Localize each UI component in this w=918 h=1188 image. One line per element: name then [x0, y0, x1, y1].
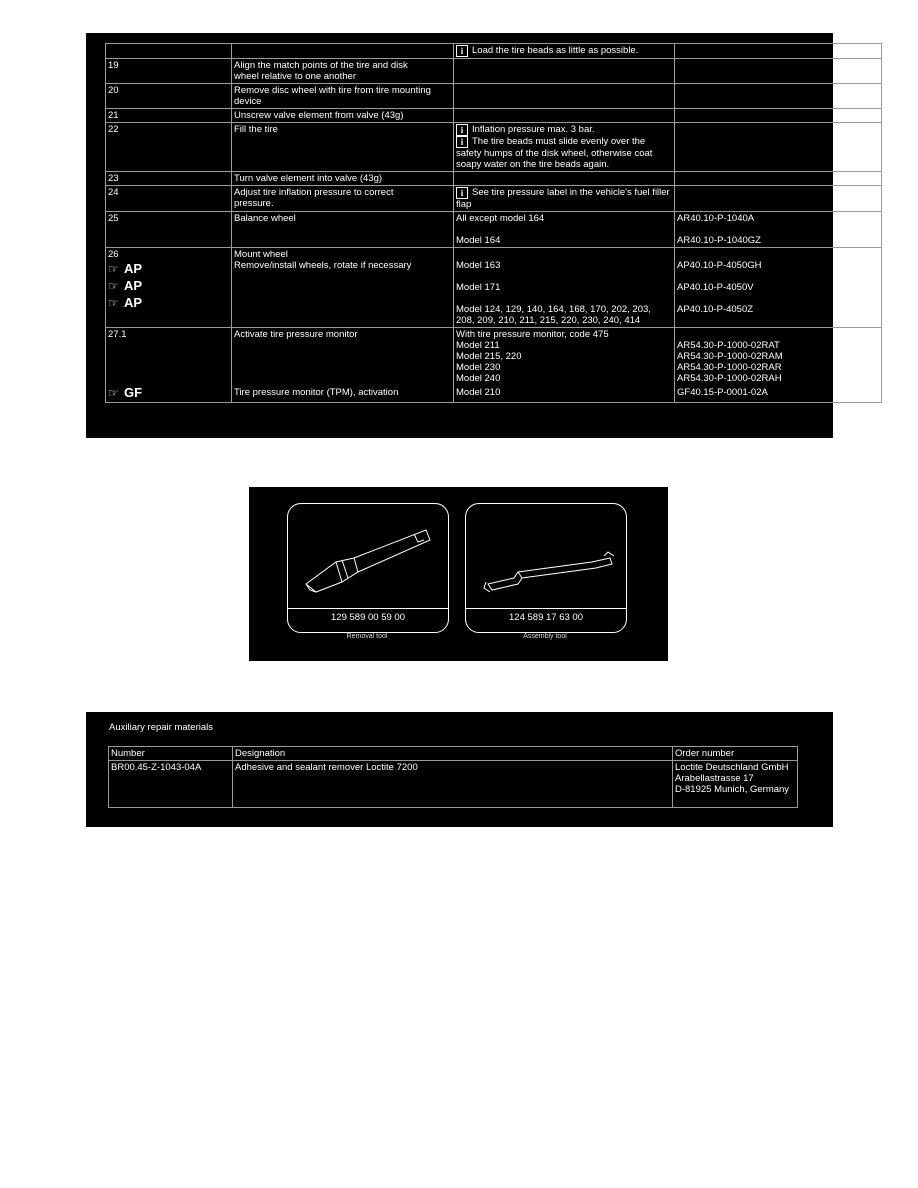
removal-tool-card [287, 503, 449, 633]
step-reference [675, 212, 882, 248]
table-row [106, 44, 882, 59]
pointing-hand-icon: ☞ [108, 262, 119, 276]
step-reference [675, 123, 882, 172]
section-title: Auxiliary repair materials [109, 722, 214, 733]
pointing-hand-icon: ☞ [108, 279, 119, 293]
reference-link[interactable]: AP40.10-P-4050GH [677, 260, 762, 271]
special-tools-panel [249, 487, 668, 661]
step-notes [454, 123, 675, 172]
step-reference [675, 172, 882, 186]
step-notes: Model 163 Model 171 Model 124, 129, 140, 164, 168, 170, 202, 203, 208, 209, 210, 211, 215, 220, 230, 240, 414 [454, 248, 675, 328]
step-notes: With tire pressure monitor, code 475 Model 211 Model 215, 220 Model 230 Model 240 Model 210 [454, 328, 675, 403]
assembly-tool-card [465, 503, 627, 633]
table-row [106, 59, 882, 84]
reference-link[interactable]: AR40.10-P-1040A [677, 213, 755, 224]
column-header: Number [109, 747, 233, 761]
info-icon: i [456, 45, 468, 57]
table-row [106, 109, 882, 123]
pointing-hand-icon: ☞ [108, 296, 119, 310]
column-header: Designation [233, 747, 673, 761]
step-number: 20 [106, 84, 232, 109]
step-notes: All except model 164 Model 164 [454, 212, 675, 248]
step-action: Align the match points of the tire and disk wheel relative to one another [232, 59, 454, 84]
step-action: Balance wheel [232, 212, 454, 248]
step-action: Turn valve element into valve (43g) [232, 172, 454, 186]
step-number: 27.1 ☞ GF [106, 328, 232, 403]
reference-link[interactable]: AR40.10-P-1040GZ [677, 235, 761, 246]
step-notes [454, 172, 675, 186]
note-text: The tire beads must slide evenly over the safety humps of the disk wheel, otherwise coat soapy water on the tire beads again. [456, 136, 653, 170]
column-header: Order number [673, 747, 798, 761]
table-row [106, 84, 882, 109]
tool-part-number: 124 589 17 63 00 [509, 612, 583, 623]
step-notes [454, 84, 675, 109]
ref-badge[interactable]: ☞ AP [108, 261, 143, 276]
card-divider [288, 608, 448, 609]
reference-link[interactable]: AP40.10-P-4050Z [677, 304, 754, 315]
step-number: 21 [106, 109, 232, 123]
step-reference [675, 59, 882, 84]
step-action: Activate tire pressure monitor Tire pressure monitor (TPM), activation [232, 328, 454, 403]
note-text: See tire pressure label in the vehicle's fuel filler flap [456, 187, 670, 210]
note-text: Inflation pressure max. 3 bar. [472, 124, 595, 135]
material-number: BR00.45-Z-1043-04A [109, 761, 233, 808]
step-notes [454, 44, 675, 59]
tool-part-number: 129 589 00 59 00 [331, 612, 405, 623]
info-icon: i [456, 124, 468, 136]
ref-badge[interactable]: ☞ AP [108, 278, 143, 293]
procedure-panel [86, 33, 833, 438]
step-action: Fill the tire [232, 123, 454, 172]
step-reference [675, 44, 882, 59]
step-action: Adjust tire inflation pressure to correct pressure. [232, 186, 454, 212]
step-action: Mount wheel Remove/install wheels, rotate if necessary [232, 248, 454, 328]
step-reference [675, 186, 882, 212]
step-reference [675, 328, 882, 403]
step-action: Unscrew valve element from valve (43g) [232, 109, 454, 123]
tool-caption: Removal tool [346, 633, 388, 640]
info-icon: i [456, 136, 468, 148]
step-action [232, 44, 454, 59]
reference-link[interactable]: AR54.30-P-1000-02RAM [677, 351, 783, 362]
reference-link[interactable]: AP40.10-P-4050V [677, 282, 754, 293]
table-header-row [109, 747, 798, 761]
procedure-table [105, 43, 882, 403]
step-notes [454, 186, 675, 212]
step-reference [675, 84, 882, 109]
table-row [109, 761, 798, 808]
ref-badge[interactable]: ☞ GF [108, 385, 143, 400]
step-number [106, 44, 232, 59]
info-icon: i [456, 187, 468, 199]
step-number: 19 [106, 59, 232, 84]
step-reference [675, 248, 882, 328]
card-divider [466, 608, 626, 609]
reference-link[interactable]: AR54.30-P-1000-02RAT [677, 340, 780, 351]
step-action: Remove disc wheel with tire from tire mounting device [232, 84, 454, 109]
table-row [106, 172, 882, 186]
reference-link[interactable]: AR54.30-P-1000-02RAR [677, 362, 782, 373]
reference-link[interactable]: AR54.30-P-1000-02RAH [677, 373, 782, 384]
table-row [106, 248, 882, 328]
auxiliary-materials-panel [86, 712, 833, 827]
step-number: 22 [106, 123, 232, 172]
step-number: 23 [106, 172, 232, 186]
step-number: 26 ☞ AP ☞ AP ☞ AP [106, 248, 232, 328]
step-reference [675, 109, 882, 123]
material-order-number: Loctite Deutschland GmbH Arabellastrasse 17 D-81925 Munich, Germany [673, 761, 798, 808]
step-notes [454, 59, 675, 84]
material-designation: Adhesive and sealant remover Loctite 7200 [233, 761, 673, 808]
auxiliary-materials-table [108, 746, 798, 808]
step-notes [454, 109, 675, 123]
table-row [106, 186, 882, 212]
step-number: 24 [106, 186, 232, 212]
step-number: 25 [106, 212, 232, 248]
reference-link[interactable]: GF40.15-P-0001-02A [677, 387, 768, 398]
table-row [106, 212, 882, 248]
table-row [106, 328, 882, 403]
assembly-tool-illustration [474, 512, 618, 604]
removal-tool-illustration [296, 512, 440, 604]
pointing-hand-icon: ☞ [108, 386, 119, 400]
tool-caption: Assembly tool [523, 633, 567, 640]
ref-badge[interactable]: ☞ AP [108, 295, 143, 310]
table-row [106, 123, 882, 172]
note-text: Load the tire beads as little as possible. [472, 45, 639, 56]
